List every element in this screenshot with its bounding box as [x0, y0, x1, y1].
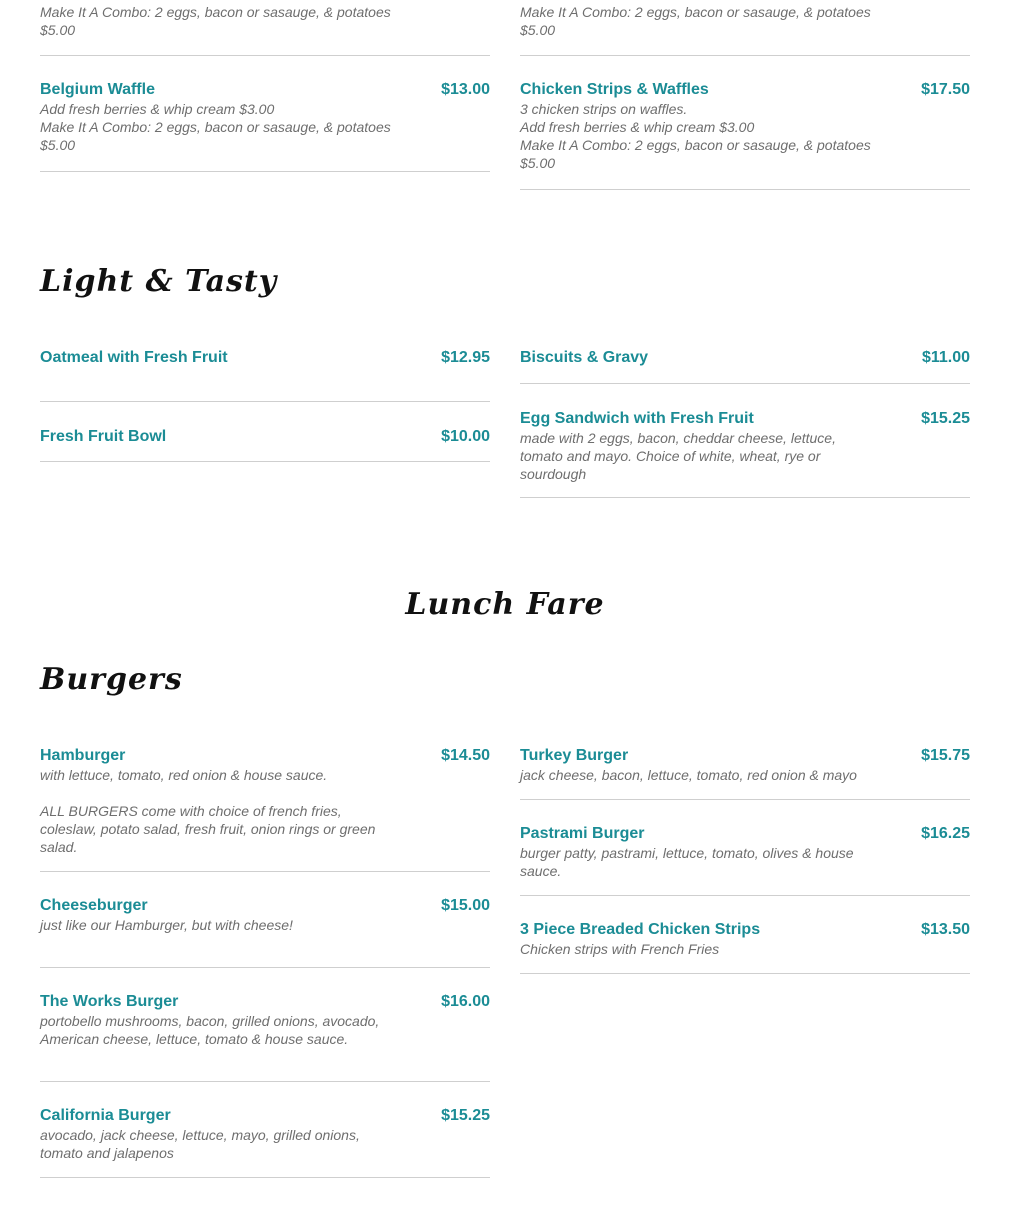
item-description: 3 chicken strips on waffles. Add fresh berries & whip cream $3.00 Make It A Combo: 2 eggs, bacon or sasauge, & potatoes $5.00 [520, 101, 871, 171]
menu-item [520, 81, 970, 190]
item-description: Make It A Combo: 2 eggs, bacon or sasauge, & potatoes $5.00 [520, 4, 871, 38]
item-description: Chicken strips with French Fries [520, 941, 720, 957]
item-price: $10.00 [441, 428, 490, 445]
section-title-light-tasty: Light & Tasty [40, 264, 278, 299]
item-price: $17.50 [921, 81, 970, 98]
item-price: $11.00 [921, 349, 970, 366]
breakfast-right-column [520, 3, 970, 190]
item-name: Belgium Waffle [40, 81, 155, 98]
light-tasty-right-column [520, 349, 970, 498]
item-name: 3 Piece Breaded Chicken Strips [520, 921, 761, 938]
menu-item-partial [520, 3, 970, 56]
item-name: Hamburger [40, 747, 126, 764]
item-name: Egg Sandwich with Fresh Fruit [520, 410, 754, 427]
item-price: $15.75 [921, 747, 970, 764]
item-price: $16.00 [441, 993, 490, 1010]
item-description: with lettuce, tomato, red onion & house sauce. ALL BURGERS come with choice of french fries, coleslaw, potato salad, fresh fruit, onion rings or green salad. [40, 767, 376, 855]
menu-item [520, 349, 970, 384]
item-name: The Works Burger [40, 993, 179, 1010]
menu-item [520, 410, 970, 498]
item-description: jack cheese, bacon, lettuce, tomato, red onion & mayo [520, 767, 857, 783]
item-price: $16.25 [921, 825, 970, 842]
menu-item [40, 428, 490, 462]
menu-item-partial [40, 3, 490, 56]
item-description: portobello mushrooms, bacon, grilled onions, avocado, American cheese, lettuce, tomato & house sauce. [40, 1013, 380, 1047]
item-name: Oatmeal with Fresh Fruit [40, 349, 228, 366]
burgers-right-column [520, 747, 970, 974]
item-price: $15.00 [441, 897, 490, 914]
item-name: Cheeseburger [40, 897, 148, 914]
menu-item [40, 349, 490, 402]
item-name: Chicken Strips & Waffles [520, 81, 709, 98]
menu-item [520, 921, 970, 974]
item-name: Biscuits & Gravy [520, 349, 649, 366]
item-price: $12.95 [441, 349, 490, 366]
item-description: avocado, jack cheese, lettuce, mayo, grilled onions, tomato and jalapenos [40, 1127, 360, 1161]
item-name: Pastrami Burger [520, 825, 645, 842]
item-description: Add fresh berries & whip cream $3.00 Make It A Combo: 2 eggs, bacon or sasauge, & potatoes $5.00 [40, 101, 391, 153]
item-description: Make It A Combo: 2 eggs, bacon or sasauge, & potatoes $5.00 [40, 4, 391, 38]
item-description: just like our Hamburger, but with cheese! [40, 917, 293, 933]
menu-item [520, 825, 970, 896]
item-price: $13.00 [441, 81, 490, 98]
item-price: $15.25 [441, 1107, 490, 1124]
breakfast-left-column [40, 3, 490, 172]
menu-item [40, 81, 490, 172]
item-price: $14.50 [441, 747, 490, 764]
item-description: burger patty, pastrami, lettuce, tomato, olives & house sauce. [520, 845, 854, 879]
item-description: made with 2 eggs, bacon, cheddar cheese, lettuce, tomato and mayo. Choice of white, wheat, rye or sourdough [520, 430, 836, 482]
menu-item [520, 747, 970, 800]
burgers-left-column [40, 747, 490, 1178]
item-price: $15.25 [921, 410, 970, 427]
item-price: $13.50 [921, 921, 970, 938]
item-name: Fresh Fruit Bowl [40, 428, 167, 445]
menu-item [40, 1107, 490, 1178]
light-tasty-left-column [40, 349, 490, 462]
menu-item [40, 993, 490, 1082]
section-title-lunch-fare: Lunch Fare [405, 587, 605, 622]
section-title-burgers: Burgers [40, 662, 183, 697]
item-name: California Burger [40, 1107, 171, 1124]
menu-item [40, 897, 490, 968]
item-name: Turkey Burger [520, 747, 629, 764]
menu-item [40, 747, 490, 872]
